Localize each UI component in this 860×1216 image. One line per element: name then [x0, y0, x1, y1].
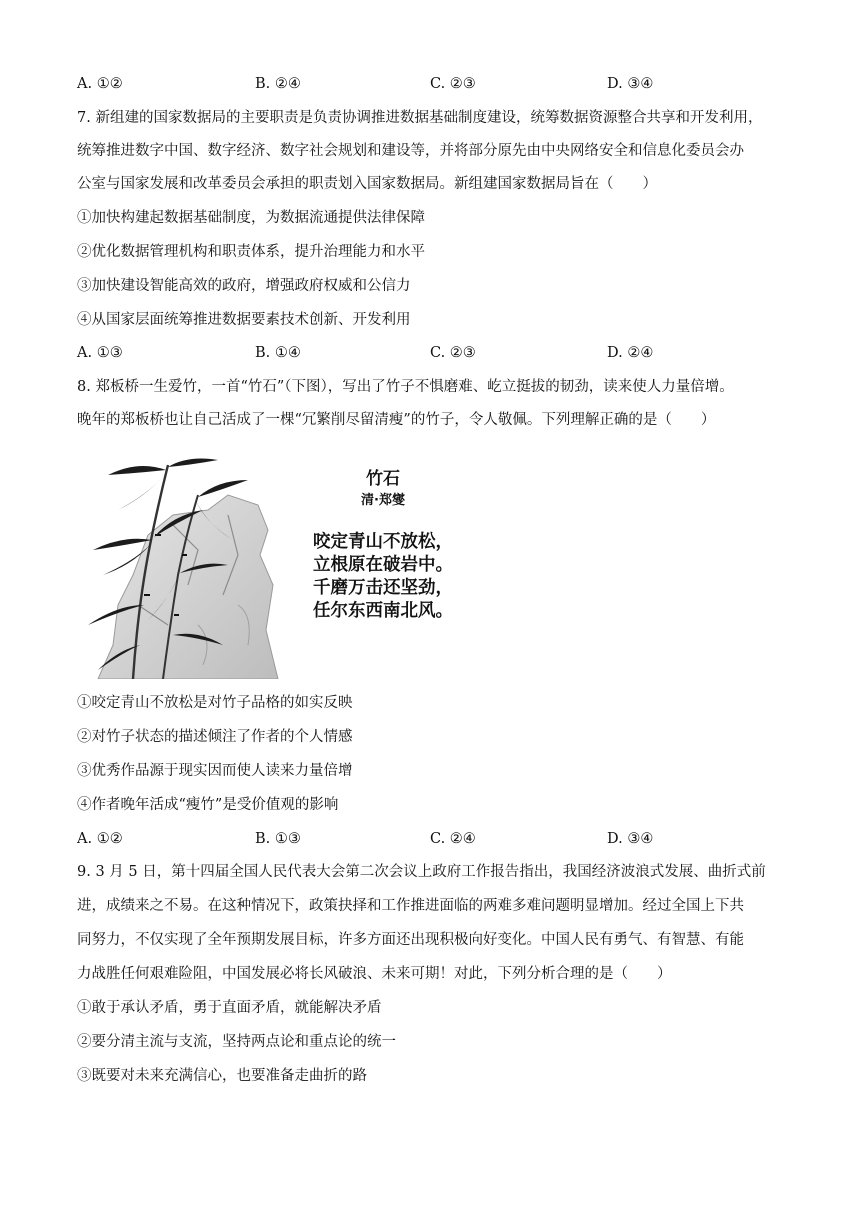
q6-option-a: A. ①② — [77, 76, 123, 92]
q8-options — [77, 829, 777, 849]
q9-item-3: ③既要对未来充满信心，也要准备走曲折的路 — [77, 1068, 367, 1084]
q7-option-b: B. ①④ — [255, 345, 301, 361]
q7-item-2: ②优化数据管理机构和职责体系，提升治理能力和水平 — [77, 244, 425, 260]
q7-stem-line-2: 统筹推进数字中国、数字经济、数字社会规划和建设等，并将部分原先由中央网络安全和信息化委员会办 — [77, 143, 744, 159]
q6-option-d: D. ③④ — [607, 76, 654, 92]
q8-option-c: C. ②④ — [430, 831, 476, 847]
q7-option-d: D. ②④ — [607, 345, 654, 361]
poem-title: 竹石 — [366, 469, 400, 489]
q8-option-a: A. ①② — [77, 831, 123, 847]
q9-stem-line-4: 力战胜任何艰难险阻，中国发展必将长风破浪、未来可期！对此，下列分析合理的是（ ） — [77, 966, 672, 982]
q8-item-4: ④作者晚年活成“瘦竹”是受价值观的影响 — [77, 797, 339, 813]
q7-stem-line-3: 公室与国家发展和改革委员会承担的职责划入国家数据局。新组建国家数据局旨在（ ） — [77, 176, 657, 192]
q7-option-a: A. ①③ — [77, 345, 123, 361]
q6-options — [77, 74, 777, 94]
q6-option-b: B. ②④ — [255, 76, 301, 92]
q8-item-1: ①咬定青山不放松是对竹子品格的如实反映 — [77, 695, 353, 711]
poem-line-3: 千磨万击还坚劲， — [313, 578, 453, 598]
q7-item-4: ④从国家层面统筹推进数据要素技术创新、开发利用 — [77, 312, 411, 328]
poem-line-2: 立根原在破岩中。 — [313, 555, 453, 575]
bamboo-rock-ink-painting — [78, 455, 293, 679]
q9-stem-line-2: 进，成绩来之不易。在这种情况下，政策抉择和工作推进面临的两难多难问题明显增加。经过全国上下共 — [77, 898, 744, 914]
q8-option-d: D. ③④ — [607, 831, 654, 847]
q9-item-1: ①敢于承认矛盾，勇于直面矛盾，就能解决矛盾 — [77, 1000, 382, 1016]
q8-stem-line-1: 8. 郑板桥一生爱竹，一首“竹石”（下图），写出了竹子不惧磨难、屹立挺拔的韧劲，读来使人力量倍增。 — [77, 379, 734, 395]
poem-line-4: 任尔东西南北风。 — [313, 601, 453, 621]
q8-item-3: ③优秀作品源于现实因而使人读来力量倍增 — [77, 763, 353, 779]
q7-item-3: ③加快建设智能高效的政府，增强政府权威和公信力 — [77, 278, 411, 294]
q8-option-b: B. ①③ — [255, 831, 301, 847]
q9-item-2: ②要分清主流与支流，坚持两点论和重点论的统一 — [77, 1034, 396, 1050]
q7-item-1: ①加快构建起数据基础制度，为数据流通提供法律保障 — [77, 210, 425, 226]
q9-stem-line-3: 同努力，不仅实现了全年预期发展目标，许多方面还出现积极向好变化。中国人民有勇气、有智慧、有能 — [77, 932, 744, 948]
q7-option-c: C. ②③ — [430, 345, 476, 361]
q8-stem-line-2: 晚年的郑板桥也让自己活成了一棵“冗繁削尽留清瘦”的竹子，令人敬佩。下列理解正确的是（ ） — [77, 412, 716, 428]
q9-stem-line-1: 9. 3 月 5 日，第十四届全国人民代表大会第二次会议上政府工作报告指出，我国经济波浪式发展、曲折式前 — [77, 864, 766, 880]
q8-item-2: ②对竹子状态的描述倾注了作者的个人情感 — [77, 729, 353, 745]
poem-line-1: 咬定青山不放松， — [313, 532, 453, 552]
poem-author: 清·郑燮 — [361, 493, 405, 508]
q7-options — [77, 343, 777, 363]
q6-option-c: C. ②③ — [430, 76, 476, 92]
bamboo-stone-figure — [78, 455, 456, 679]
q7-stem-line-1: 7. 新组建的国家数据局的主要职责是负责协调推进数据基础制度建设，统筹数据资源整合共享和开发利用， — [77, 110, 763, 126]
poem-text-block — [308, 467, 458, 623]
